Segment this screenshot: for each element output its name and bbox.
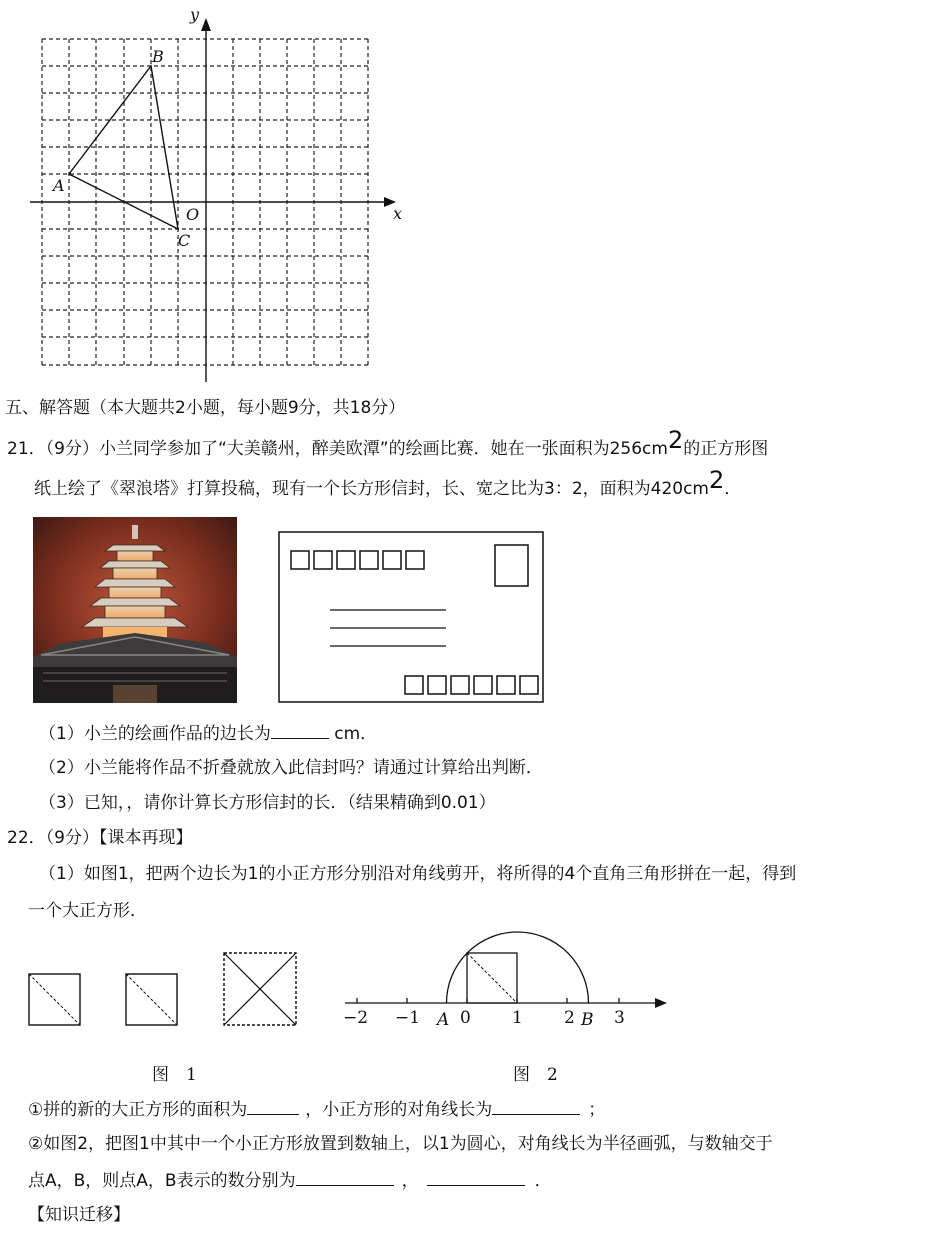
q21-line1-text-end: 的正方形图 [683, 439, 769, 459]
item1-text-c: ； [588, 1100, 606, 1120]
tick-label-minus-2: −2 [343, 1008, 369, 1028]
q21-sub2: （2）小兰能将作品不折叠就放入此信封吗？请通过计算给出判断． [39, 758, 543, 778]
tick-label-minus-1: −1 [395, 1008, 421, 1028]
item2-text-b: ， [401, 1171, 419, 1191]
figure-2-number-line [335, 925, 680, 1035]
q22-part1-line2: 一个大正方形． [28, 901, 147, 921]
tick-label-3: 3 [614, 1008, 625, 1028]
item2-text-a: 点A，B，则点A，B表示的数分别为 [28, 1171, 296, 1191]
q21-number: 21． [7, 439, 46, 459]
pagoda-photo [33, 517, 237, 703]
side-length-answer-blank[interactable] [271, 721, 329, 739]
q22-part1-line1: （1）如图1，把两个边长为1的小正方形分别沿对角线剪开，将所得的4个直角三角形拼在一起，得到 [39, 864, 797, 884]
q22-item-1 [28, 1097, 605, 1122]
item1-text-b: ，小正方形的对角线长为 [305, 1100, 493, 1120]
q21-line1-superscript: 2 [667, 426, 684, 454]
point-c-label: C [178, 231, 191, 250]
q21-line1-text: （9分）小兰同学参加了“大美赣州，醉美欧潭”的绘画比赛．她在一张面积为256cm [45, 439, 668, 459]
origin-label: O [186, 205, 200, 224]
q21-sub3: （3）已知，，请你计算长方形信封的长．（结果精确到0.01） [39, 793, 496, 813]
area-answer-blank[interactable] [247, 1097, 299, 1115]
item2-text-c: ． [534, 1171, 552, 1191]
q22-item-2-line2 [28, 1168, 552, 1193]
q21-line2-text-end: ． [724, 479, 742, 499]
point-b-label: B [152, 47, 164, 66]
q21-sub1-unit: cm． [328, 724, 378, 744]
q21-line-2 [34, 466, 742, 501]
q21-sub1-text: （1）小兰的绘画作品的边长为 [39, 724, 271, 744]
point-a-answer-blank[interactable] [296, 1168, 394, 1186]
section-heading: 五、解答题（本大题共2小题，每小题9分，共18分） [5, 398, 406, 418]
tick-label-2: 2 [564, 1008, 575, 1028]
q22-item-2-line1: ②如图2，把图1中其中一个小正方形放置到数轴上，以1为圆心，对角线长为半径画弧，与数轴交于 [28, 1134, 773, 1154]
x-axis-label: x [393, 204, 403, 223]
point-b-answer-blank[interactable] [427, 1168, 525, 1186]
y-axis-arrow [201, 18, 211, 31]
diagonal-answer-blank[interactable] [492, 1097, 580, 1115]
point-a-label: A [437, 1010, 450, 1030]
q22-head: （9分）【课本再现】 [45, 828, 193, 848]
q21-line-1 [7, 426, 769, 461]
point-a-label: A [53, 176, 65, 195]
point-b-label: B [581, 1010, 594, 1030]
coordinate-grid-figure [0, 0, 420, 390]
tick-label-0: 0 [460, 1008, 471, 1028]
tick-label-1: 1 [512, 1008, 523, 1028]
q22-header [7, 826, 192, 850]
figure-1-caption: 图 1 [152, 1065, 197, 1085]
q22-number: 22． [7, 828, 46, 848]
y-axis-label: y [190, 5, 200, 24]
q21-sub1 [39, 721, 377, 746]
figure-1-squares [20, 945, 320, 1035]
q21-line2-superscript: 2 [709, 466, 725, 494]
figure-2-caption: 图 2 [513, 1065, 558, 1085]
knowledge-transfer-heading: 【知识迁移】 [28, 1205, 130, 1225]
item1-text-a: ①拼的新的大正方形的面积为 [28, 1100, 248, 1120]
q21-line2-text: 纸上绘了《翠浪塔》打算投稿，现有一个长方形信封，长、宽之比为3：2，面积为420cm [34, 479, 709, 499]
envelope-illustration [278, 531, 544, 703]
